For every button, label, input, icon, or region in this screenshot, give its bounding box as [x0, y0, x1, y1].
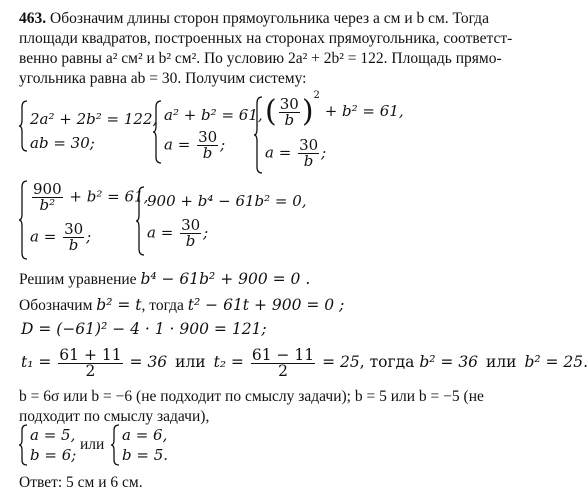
discriminant-line: D = (−61)² − 4 · 1 · 900 = 121; [21, 320, 267, 338]
quartic-equation: b⁴ − 61b² + 900 = 0 . [140, 270, 311, 288]
system-1 [18, 100, 158, 152]
system-1-row-2: ab = 30; [30, 134, 95, 152]
brace-icon [152, 100, 162, 164]
fraction: $\frac{30}{b}$ [198, 128, 218, 162]
final-system-a-row-2: b = 6; [30, 446, 77, 464]
fraction: $\frac{61 - 11}{2}$ [251, 345, 315, 380]
final-system-a [18, 424, 78, 466]
intro-text-1: Обозначим длины сторон прямоугольника через a см и b см. Тогда [50, 10, 489, 27]
final-system-b [110, 424, 170, 466]
system-5 [135, 186, 307, 256]
final-system-b-row-1: a = 6, [122, 426, 168, 444]
system-2-row-2: a = $\frac{30}{b}$ ; [164, 128, 226, 162]
system-3 [253, 90, 404, 174]
fraction: $\frac{30}{b}$ [64, 220, 84, 254]
final-system-b-row-2: b = 5. [122, 446, 169, 464]
intro-line-2: площади квадратов, построенных на сторонах прямоугольника, соответст- [19, 30, 513, 47]
system-4-row-1: $\frac{900}{\text{b²}}$ + b² = 61, [33, 180, 149, 214]
problem-number: 463. [19, 10, 47, 27]
system-3-row-2: a = $\frac{30}{b}$ ; [265, 136, 327, 170]
fraction: $\frac{900}{\text{b²}}$ [33, 180, 62, 214]
intro-line-4: угольника равна ab = 30. Получим систему: [19, 70, 307, 87]
brace-icon [110, 424, 120, 466]
brace-icon [253, 96, 263, 174]
b-values-line-2: подходит по смыслу задачи), [19, 408, 210, 425]
system-4 [18, 180, 148, 260]
brace-icon [18, 180, 28, 260]
fraction: $\frac{61 + 11}{2}$ [59, 345, 122, 380]
system-2-row-1: a² + b² = 61, [164, 106, 263, 124]
brace-icon [135, 186, 145, 256]
b-values-line-1: b = 6σ или b = −6 (не подходит по смыслу задачи); b = 5 или b = −5 (не [19, 388, 484, 405]
final-system-a-row-1: a = 5, [30, 426, 76, 444]
final-or: или [80, 436, 105, 453]
system-2 [152, 100, 263, 164]
fraction: $\frac{30}{b}$ [279, 94, 299, 129]
fraction: $\frac{30}{b}$ [299, 136, 319, 170]
solve-line: Решим уравнение b⁴ − 61b² + 900 = 0 . [19, 270, 311, 288]
system-4-row-2: a = $\frac{30}{b}$ ; [30, 220, 92, 254]
intro-line-3: венно равны a² см² и b² см². По условию 2a² + 2b² = 122. Площадь прямо- [19, 50, 502, 67]
intro-line-1 [19, 10, 489, 28]
system-1-row-1: 2a² + 2b² = 122, [30, 110, 158, 128]
roots-line: t₁ = $\frac{61 + 11}{2}$ = 36 или t₂ = $\frac{61 - 11}{2}$ = 25, тогда b² = 36 или b² = 25. [21, 345, 588, 380]
brace-icon [18, 424, 28, 466]
system-3-row-1: ( $\frac{30}{b}$ )$^2$ + b² = 61, [265, 90, 404, 129]
brace-icon [18, 100, 28, 152]
system-5-row-1: 900 + b⁴ − 61b² = 0, [147, 192, 307, 210]
answer-line: Ответ: 5 см и 6 см. [19, 474, 143, 491]
system-5-row-2: a = $\frac{30}{b}$ ; [147, 216, 209, 250]
fraction: $\frac{30}{b}$ [181, 216, 201, 250]
substitution-line: Обозначим b² = t, тогда t² − 61t + 900 = 0 ; [19, 296, 345, 314]
